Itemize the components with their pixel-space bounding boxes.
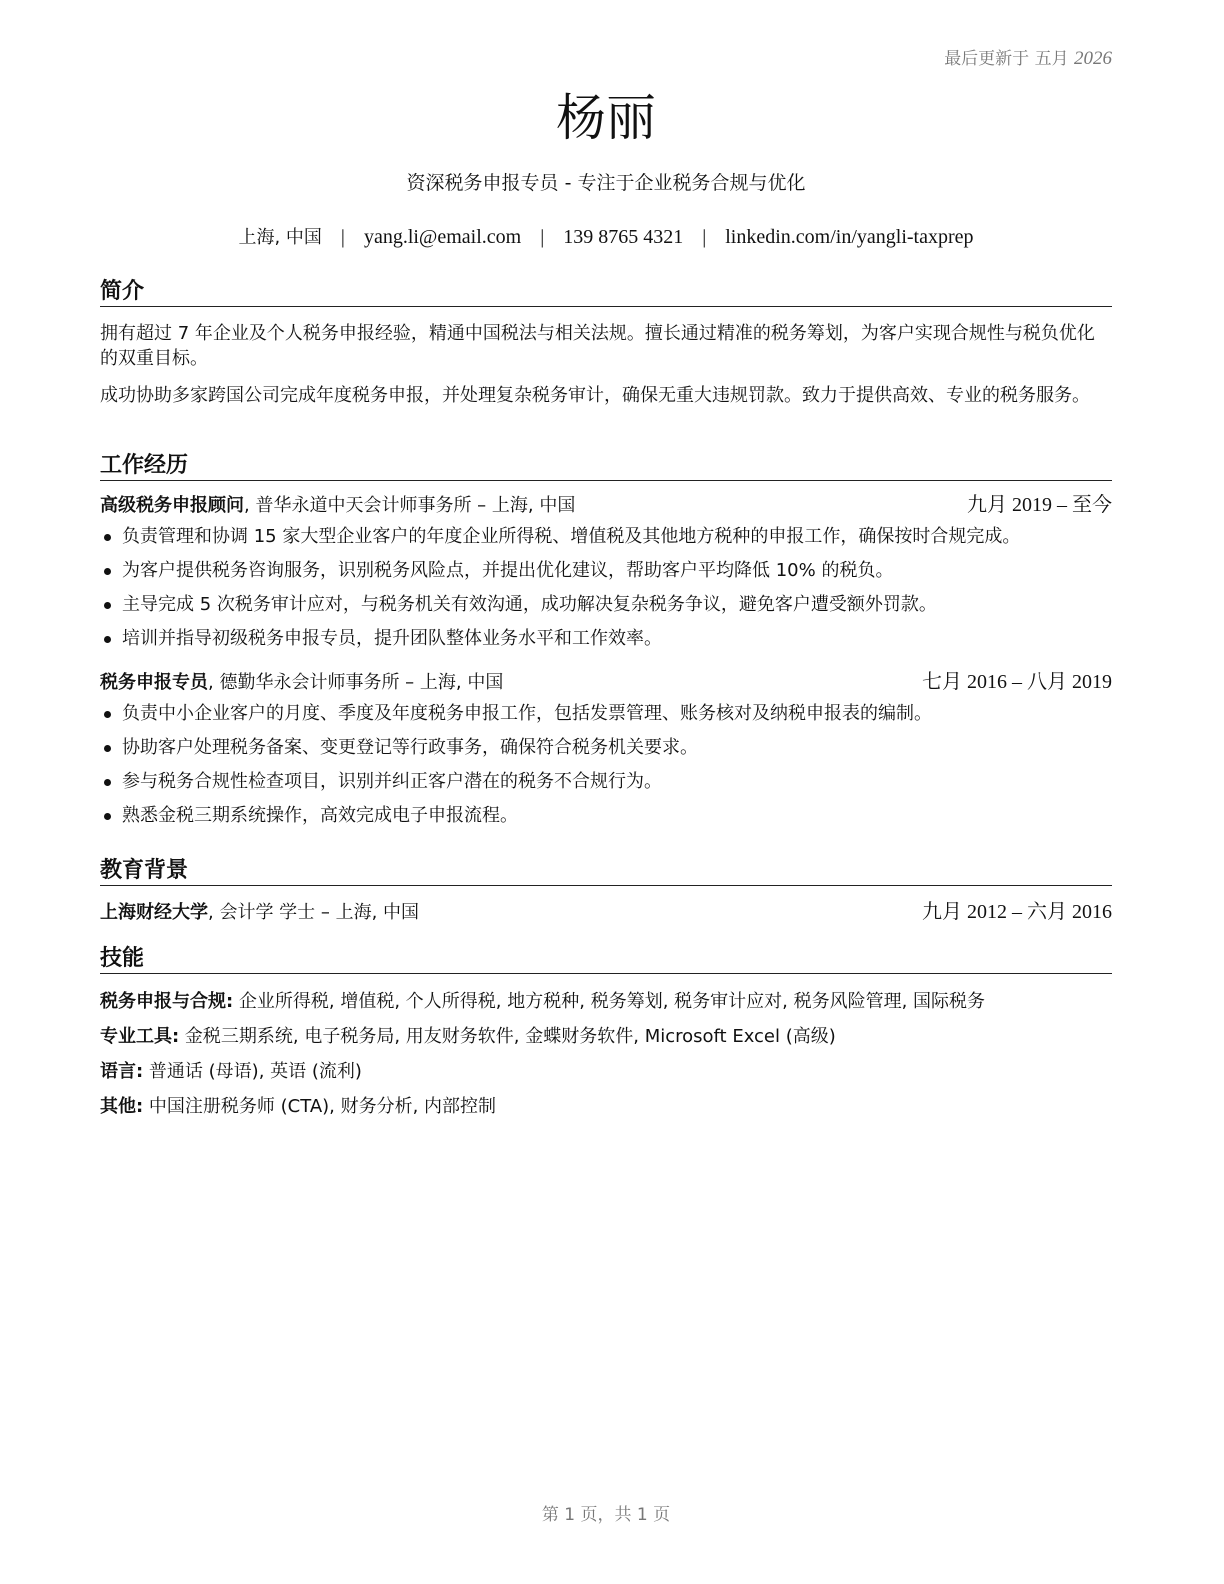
summary-paragraph: 成功协助多家跨国公司完成年度税务申报，并处理复杂税务审计，确保无重大违规罚款。致力于提供高效、专业的税务服务。 <box>100 385 1090 406</box>
summary-paragraph: 拥有超过 7 年企业及个人税务申报经验，精通中国税法与相关法规。擅长通过精准的税务筹划，为客户实现合规性与税负优化的双重目标。 <box>100 323 1095 369</box>
job-bullets <box>100 520 1112 656</box>
skill-label: 专业工具: <box>100 1026 180 1047</box>
contact-email[interactable]: yang.li@email.com <box>363 226 522 248</box>
education-heading: 教育背景 <box>100 857 1112 886</box>
candidate-headline: 资深税务申报专员 - 专注于企业税务合规与优化 <box>406 172 806 194</box>
skill-row <box>100 1054 1112 1089</box>
list-item: 协助客户处理税务备案、变更登记等行政事务，确保符合税务机关要求。 <box>100 731 1112 765</box>
skill-row <box>100 984 1112 1019</box>
job-bullets <box>100 697 1112 833</box>
list-item: 参与税务合规性检查项目，识别并纠正客户潜在的税务不合规行为。 <box>100 765 1112 799</box>
summary-section <box>100 278 1112 408</box>
skill-value: 中国注册税务师 (CTA), 财务分析, 内部控制 <box>143 1096 497 1117</box>
contact-line <box>100 222 1112 253</box>
summary-heading: 简介 <box>100 278 1112 307</box>
experience-section <box>100 452 1112 833</box>
job-dates: 七月 2016 – 八月 2019 <box>922 671 1112 693</box>
job-company: , 普华永道中天会计师事务所 – 上海, 中国 <box>244 495 576 516</box>
skill-value: 金税三期系统, 电子税务局, 用友财务软件, 金蝶财务软件, Microsoft Excel (高级) <box>179 1026 836 1047</box>
last-updated-prefix: 最后更新于 五月 <box>944 49 1069 69</box>
list-item: 负责中小企业客户的月度、季度及年度税务申报工作，包括发票管理、账务核对及纳税申报表的编制。 <box>100 697 1112 731</box>
contact-phone: 139 8765 4321 <box>563 226 684 248</box>
skill-value: 企业所得税, 增值税, 个人所得税, 地方税种, 税务筹划, 税务审计应对, 税务风险管理, 国际税务 <box>233 991 986 1012</box>
education-dates: 九月 2012 – 六月 2016 <box>922 901 1112 923</box>
list-item: 培训并指导初级税务申报专员，提升团队整体业务水平和工作效率。 <box>100 622 1112 656</box>
skill-value: 普通话 (母语), 英语 (流利) <box>143 1061 362 1082</box>
contact-location: 上海, 中国 <box>238 227 322 248</box>
education-detail: , 会计学 学士 – 上海, 中国 <box>208 902 420 923</box>
contact-separator: | <box>540 226 545 248</box>
list-item: 负责管理和协调 15 家大型企业客户的年度企业所得税、增值税及其他地方税种的申报工作，确保按时合规完成。 <box>100 520 1112 554</box>
job-header <box>100 668 1112 697</box>
last-updated-year: 2026 <box>1074 48 1112 69</box>
job-role: 税务申报专员 <box>100 672 208 693</box>
education-school: 上海财经大学 <box>100 902 208 923</box>
job-entry <box>100 668 1112 833</box>
job-dates: 九月 2019 – 至今 <box>967 494 1112 516</box>
last-updated <box>944 44 1112 70</box>
skill-label: 税务申报与合规: <box>100 991 234 1012</box>
resume-page <box>100 0 1112 1584</box>
list-item: 为客户提供税务咨询服务，识别税务风险点，并提出优化建议，帮助客户平均降低 10% 的税负。 <box>100 554 1112 588</box>
list-item: 主导完成 5 次税务审计应对，与税务机关有效沟通，成功解决复杂税务争议，避免客户遭受额外罚款。 <box>100 588 1112 622</box>
contact-separator: | <box>340 226 345 248</box>
job-entry <box>100 491 1112 656</box>
job-header <box>100 491 1112 520</box>
job-role: 高级税务申报顾问 <box>100 495 244 516</box>
skill-label: 语言: <box>100 1061 144 1082</box>
contact-linkedin[interactable]: linkedin.com/in/yangli-taxprep <box>725 226 974 248</box>
skills-list <box>100 984 1112 1124</box>
list-item: 熟悉金税三期系统操作，高效完成电子申报流程。 <box>100 799 1112 833</box>
skills-section <box>100 945 1112 1124</box>
experience-heading: 工作经历 <box>100 452 1112 481</box>
skill-label: 其他: <box>100 1096 144 1117</box>
contact-separator: | <box>702 226 707 248</box>
candidate-name: 杨丽 <box>556 89 656 147</box>
skills-heading: 技能 <box>100 945 1112 974</box>
job-company: , 德勤华永会计师事务所 – 上海, 中国 <box>208 672 504 693</box>
skill-row <box>100 1089 1112 1124</box>
education-section <box>100 857 1112 927</box>
education-entry <box>100 898 1112 927</box>
page-number: 第 1 页，共 1 页 <box>541 1505 671 1525</box>
skill-row <box>100 1019 1112 1054</box>
